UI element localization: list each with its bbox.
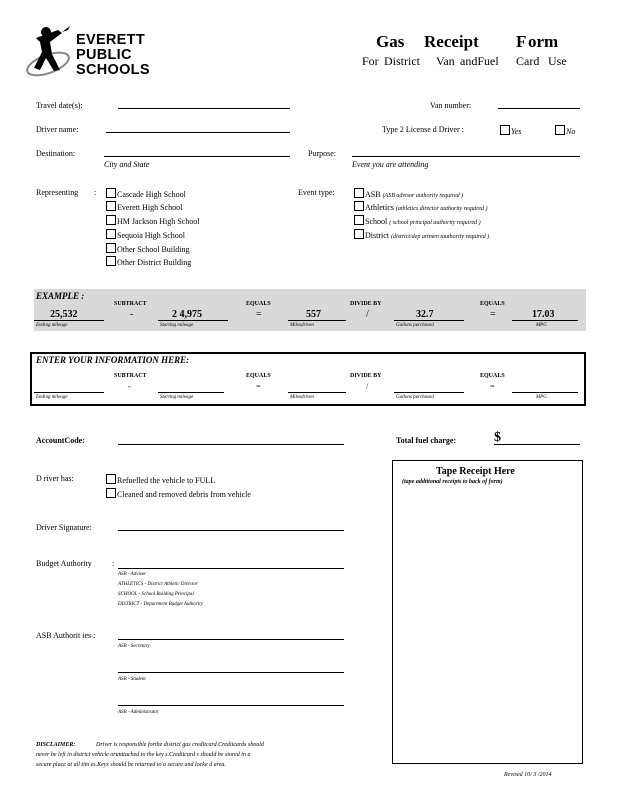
enter-divide: / xyxy=(366,382,369,391)
example-gallons-value: 32.7 xyxy=(416,309,434,320)
enter-op-equals-2: EQUALS xyxy=(480,373,505,379)
yes-option[interactable]: Yes xyxy=(500,125,521,136)
enter-caption-ending: Ending mileage xyxy=(36,395,68,400)
example-caption-ending: Ending mileage xyxy=(36,323,68,328)
asb-secretary-field[interactable] xyxy=(118,639,344,640)
form-title-2: Receipt xyxy=(424,32,479,51)
example-gallons-line xyxy=(394,320,464,321)
representing-option-jackson[interactable]: HM Jackson High School xyxy=(106,215,199,226)
event-type-label: Event type: xyxy=(298,188,335,197)
asb-secretary-caption: ASB - Secretary xyxy=(118,644,150,649)
event-option-district[interactable]: District (district/dep artmen tauthority required ) xyxy=(354,229,489,240)
destination-label: Destination: xyxy=(36,149,76,158)
checkbox[interactable] xyxy=(106,188,116,198)
budget-line-school: SCHOOL - School Building Principal xyxy=(118,592,194,597)
dollar-sign: $ xyxy=(494,430,501,445)
city-state-caption: City and State xyxy=(104,160,150,169)
enter-equals: = xyxy=(256,382,261,391)
logo-figure-icon xyxy=(22,24,80,82)
example-miles-value: 557 xyxy=(306,309,321,320)
revised-date: Revised 10/ 3 /2014 xyxy=(504,772,552,778)
checkbox[interactable] xyxy=(106,474,116,484)
van-number-label: Van number: xyxy=(430,101,472,110)
example-op-equals-2: EQUALS xyxy=(480,301,505,307)
tape-receipt-note: (tape additional receipts to back of form) xyxy=(402,479,503,485)
enter-caption-mpg: MPG xyxy=(536,395,547,400)
example-starting-value: 2 4,975 xyxy=(172,309,202,320)
example-miles-line xyxy=(288,320,346,321)
example-divide: / xyxy=(366,309,369,320)
purpose-label: Purpose: xyxy=(308,149,336,158)
asb-student-caption: ASB - Student xyxy=(118,677,146,682)
representing-label: Representing xyxy=(36,188,79,197)
disclaimer-line2: never be left in district vehicle orunttached to the key s.Creditcard s should be stored in a xyxy=(36,752,251,758)
budget-line-district: DISTRICT - Department Budget Authority xyxy=(118,602,203,607)
account-code-field[interactable] xyxy=(118,444,344,445)
representing-option-sequoia[interactable]: Sequoia High School xyxy=(106,229,185,240)
enter-caption-starting: Starting mileage xyxy=(160,395,194,400)
travel-dates-label: Travel date(s): xyxy=(36,101,83,110)
purpose-field[interactable] xyxy=(352,156,580,157)
example-mpg-value: 17.03 xyxy=(532,309,555,320)
subtitle-2: District xyxy=(384,54,420,68)
account-code-label: AccountCode: xyxy=(36,436,85,445)
refuelled-option[interactable]: Refuelled the vehicle to FULL xyxy=(106,474,215,485)
checkbox[interactable] xyxy=(106,256,116,266)
travel-dates-field[interactable] xyxy=(118,108,290,109)
example-ending-line xyxy=(34,320,104,321)
checkbox[interactable] xyxy=(106,201,116,211)
example-mpg-line xyxy=(512,320,578,321)
logo-line2: PUBLIC xyxy=(76,47,132,63)
license-type-label: Type 2 License d Driver : xyxy=(382,125,464,134)
budget-authority-label: Budget Authority xyxy=(36,559,92,568)
mpg-field[interactable] xyxy=(512,392,578,393)
starting-mileage-field[interactable] xyxy=(158,392,224,393)
checkbox[interactable] xyxy=(354,188,364,198)
logo-line1: EVERETT xyxy=(76,32,145,48)
form-title-1: Gas xyxy=(376,32,405,51)
budget-line-asb: ASB - Advisor xyxy=(118,572,147,577)
event-attending-caption: Event you are attending xyxy=(352,160,429,169)
driver-has-label: D river has: xyxy=(36,474,74,483)
checkbox[interactable] xyxy=(354,201,364,211)
event-option-asb[interactable]: ASB (ASB advisor authority required ) xyxy=(354,188,463,199)
checkbox[interactable] xyxy=(106,229,116,239)
example-caption-starting: Starting mileage xyxy=(160,323,194,328)
event-option-athletics[interactable]: Athletics (athletics director authority required ) xyxy=(354,201,488,212)
ending-mileage-field[interactable] xyxy=(34,392,104,393)
logo xyxy=(22,24,162,84)
form-title-4: orm xyxy=(528,32,559,51)
enter-op-divide: DIVIDE BY xyxy=(350,373,382,379)
checkbox[interactable] xyxy=(354,215,364,225)
asb-administrator-field[interactable] xyxy=(118,705,344,706)
checkbox[interactable] xyxy=(106,488,116,498)
driver-name-label: Driver name: xyxy=(36,125,79,134)
fuel-charge-field[interactable] xyxy=(494,444,580,445)
asb-student-field[interactable] xyxy=(118,672,344,673)
driver-signature-label: Driver Signature: xyxy=(36,523,92,532)
disclaimer-label: DISCLAIMER: xyxy=(36,742,76,748)
subtitle-3: Van xyxy=(436,54,455,68)
example-caption-gallons: Gallons purchased xyxy=(396,323,434,328)
logo-line3: SCHOOLS xyxy=(76,62,150,78)
example-caption-mpg: MPG xyxy=(536,323,547,328)
miles-driven-field[interactable] xyxy=(288,392,346,393)
asb-authorities-label: ASB Authorit ies : xyxy=(36,631,96,640)
cleaned-option[interactable]: Cleaned and removed debris from vehicle xyxy=(106,488,251,499)
subtitle-1: For xyxy=(362,54,379,68)
enter-op-equals: EQUALS xyxy=(246,373,271,379)
example-op-subtract: SUBTRACT xyxy=(114,301,147,307)
event-option-school[interactable]: School ( school principal authority required ) xyxy=(354,215,481,226)
disclaimer-line3: secure place at all tim es.Keys should be returned to a secure and locke d area. xyxy=(36,762,226,768)
example-starting-line xyxy=(158,320,228,321)
example-equals-2: = xyxy=(490,309,496,320)
budget-authority-colon: : xyxy=(112,559,115,568)
enter-heading: ENTER YOUR INFORMATION HERE: xyxy=(36,355,190,365)
enter-caption-gallons: Gallons purchased xyxy=(396,395,434,400)
budget-line-athletics: ATHLETICS - District Athletic Director xyxy=(118,582,198,587)
example-heading: EXAMPLE : xyxy=(36,291,85,301)
representing-option-cascade[interactable]: Cascade High School xyxy=(106,188,186,199)
driver-name-field[interactable] xyxy=(106,132,290,133)
no-checkbox[interactable] xyxy=(555,125,565,135)
fuel-charge-label: Total fuel charge: xyxy=(396,436,457,445)
checkbox[interactable] xyxy=(106,215,116,225)
disclaimer-line1: Driver is responsible forthe district gas creditcard.Creditcards should xyxy=(96,742,264,748)
destination-field[interactable] xyxy=(104,156,290,157)
asb-administrator-caption: ASB - Administrator xyxy=(118,710,159,715)
enter-minus: - xyxy=(128,382,131,391)
example-minus: - xyxy=(130,309,134,320)
representing-colon: : xyxy=(94,188,97,197)
enter-caption-miles: Milesdriven xyxy=(290,395,314,400)
example-caption-miles: Milesdriven xyxy=(290,323,314,328)
subtitle-5: Card xyxy=(516,54,540,68)
van-number-field[interactable] xyxy=(498,108,580,109)
no-option[interactable]: No xyxy=(555,125,575,136)
example-op-equals: EQUALS xyxy=(246,301,271,307)
checkbox[interactable] xyxy=(106,243,116,253)
tape-receipt-box[interactable] xyxy=(392,460,583,764)
example-equals: = xyxy=(256,309,262,320)
enter-equals-2: = xyxy=(490,382,495,391)
example-op-divide: DIVIDE BY xyxy=(350,301,382,307)
example-ending-value: 25,532 xyxy=(50,309,78,320)
checkbox[interactable] xyxy=(354,229,364,239)
subtitle-4: andFuel xyxy=(460,54,499,68)
tape-receipt-title: Tape Receipt Here xyxy=(436,466,515,477)
subtitle-6: Use xyxy=(548,54,567,68)
budget-authority-field[interactable] xyxy=(118,568,344,569)
representing-option-other-district[interactable]: Other District Building xyxy=(106,256,191,267)
gallons-field[interactable] xyxy=(394,392,464,393)
representing-option-other-school[interactable]: Other School Building xyxy=(106,243,189,254)
yes-checkbox[interactable] xyxy=(500,125,510,135)
representing-option-everett[interactable]: Everett High School xyxy=(106,201,182,212)
enter-op-subtract: SUBTRACT xyxy=(114,373,147,379)
driver-signature-field[interactable] xyxy=(118,530,344,531)
form-title-3: F xyxy=(516,32,527,51)
